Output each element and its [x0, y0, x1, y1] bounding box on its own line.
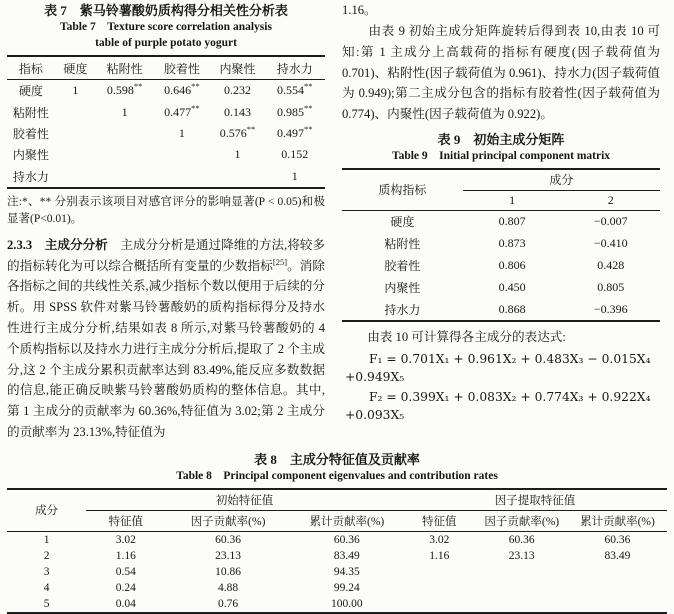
- formula-f2: [342, 388, 660, 424]
- value-cell: 0.450: [498, 279, 526, 294]
- row-label-cell: 4: [43, 581, 50, 594]
- significance-stars: **: [246, 123, 256, 134]
- value-cell: 0.806: [498, 257, 526, 272]
- table-row: [7, 166, 325, 188]
- column-header: 指标: [7, 56, 55, 80]
- value-cell: 1: [121, 104, 128, 119]
- table8-section: [7, 451, 667, 614]
- table8-title-cn: 表 8 主成分特征值及贡献率: [254, 451, 420, 467]
- section-heading: 2.3.3 主成分分析: [7, 237, 108, 252]
- value-cell: 60.36: [215, 533, 241, 546]
- table7-title-en-line2: table of purple potato yogurt: [95, 37, 237, 49]
- value-cell: 1: [291, 168, 298, 183]
- value-cell: 0.805: [597, 279, 625, 294]
- value-cell: [96, 166, 153, 188]
- formula-f1-line2: +0.949X₅: [345, 369, 405, 384]
- table7-header-row: [7, 56, 325, 80]
- column-header: 2: [561, 190, 660, 210]
- value-cell: 0.76: [218, 597, 239, 610]
- value-cell: [476, 596, 568, 613]
- table-row: [342, 276, 660, 298]
- value-cell: 0.646**: [164, 81, 200, 98]
- table9-group-header-row: [342, 169, 660, 191]
- value-cell: 60.36: [333, 533, 360, 546]
- row-label-cell: 内聚性: [12, 148, 49, 163]
- value-cell: 1.16: [115, 549, 136, 562]
- value-cell: [153, 144, 210, 165]
- table8-eigenvalues-table: [7, 488, 667, 614]
- significance-stars: **: [304, 81, 313, 92]
- value-cell: 0.232: [224, 83, 251, 98]
- significance-stars: **: [133, 81, 143, 92]
- formula-f2-line1: F₂ = 0.399X₁ + 0.083X₂ + 0.774X₃ + 0.922X₄: [369, 389, 651, 404]
- table-row: [7, 596, 667, 613]
- row-label-cell: 持水力: [384, 302, 421, 317]
- extracted-eigenvalue-group-header: 因子提取特征值: [403, 489, 667, 511]
- column-header: 累计贡献率(%): [291, 510, 403, 531]
- value-cell: 83.49: [333, 549, 360, 562]
- value-cell: 4.88: [218, 581, 239, 594]
- row-label-cell: 硬度: [18, 84, 43, 99]
- value-cell: 0.554**: [277, 81, 313, 98]
- value-cell: [403, 596, 476, 613]
- citation-reference: [25]: [272, 256, 288, 267]
- table-row: [7, 144, 325, 165]
- table-row: [342, 255, 660, 277]
- value-cell: 0.985**: [277, 102, 313, 119]
- table7-title-cn: 表 7 紫马铃薯酸奶质构得分相关性分析表: [44, 3, 288, 18]
- table9-component-matrix: [342, 168, 660, 322]
- value-cell: 3.02: [115, 533, 136, 546]
- value-cell: 1: [72, 83, 79, 98]
- row-header-label: 质构指标: [342, 169, 463, 211]
- value-cell: 0.24: [115, 581, 136, 594]
- value-cell: 0.152: [281, 147, 309, 162]
- table9-title-cn: 表 9 初始主成分矩阵: [437, 131, 565, 147]
- value-cell: 0.497**: [277, 123, 313, 140]
- value-cell: [210, 166, 264, 188]
- component-group-header: 成分: [463, 169, 660, 191]
- value-cell: 0.143: [224, 104, 251, 119]
- table7-body: [7, 80, 325, 188]
- table8-title-en: Table 8 Principal component eigenvalues and contribution rates: [176, 469, 498, 482]
- column-header: 内聚性: [210, 56, 264, 80]
- table8-subheader-row: [7, 510, 667, 531]
- table7-note: 注:*、** 分别表示该项目对感官评分的影响显著(P < 0.05)和极显著(P<0.01)。: [7, 195, 325, 226]
- table7-title-block: [7, 2, 325, 51]
- column-header: 粘附性: [96, 56, 153, 80]
- table-row: [7, 123, 325, 144]
- table-row: [7, 80, 325, 102]
- value-cell: 0.477**: [164, 102, 200, 119]
- row-label-cell: 3: [43, 565, 50, 578]
- value-cell: [403, 564, 476, 580]
- value-cell: 23.13: [215, 549, 241, 562]
- continued-sentence: 1.16。: [342, 3, 377, 17]
- value-cell: 0.598**: [106, 81, 143, 98]
- formula-f2-line2: +0.093X₅: [345, 407, 405, 422]
- column-header: 持水力: [265, 56, 325, 80]
- value-cell: 0.873: [498, 236, 526, 251]
- value-cell: 0.868: [498, 301, 526, 316]
- row-label-cell: 持水力: [12, 169, 49, 184]
- value-cell: 83.49: [604, 549, 631, 562]
- table-row: [342, 210, 660, 232]
- table-row: [7, 580, 667, 596]
- value-cell: −0.396: [593, 301, 628, 316]
- column-header: 累计贡献率(%): [568, 510, 667, 531]
- formula-f1-line1: F₁ = 0.701X₁ + 0.961X₂ + 0.483X₃ − 0.015X₄: [369, 351, 651, 366]
- table-row: [7, 548, 667, 564]
- formula-f1: [342, 350, 660, 386]
- column-header: 特征值: [86, 510, 165, 531]
- left-column: [7, 2, 325, 443]
- value-cell: [568, 596, 667, 613]
- value-cell: 1.16: [429, 549, 450, 562]
- column-header: 因子贡献率(%): [476, 510, 568, 531]
- value-cell: −0.007: [593, 214, 628, 229]
- value-cell: 1: [178, 125, 185, 140]
- column-header: 硬度: [55, 56, 96, 80]
- row-label-cell: 粘附性: [12, 105, 49, 120]
- significance-stars: **: [304, 102, 313, 113]
- table9-title-block: [342, 131, 660, 164]
- value-cell: 1: [234, 147, 241, 162]
- significance-stars: **: [304, 123, 313, 134]
- section-body-text: 。消除各指标之间的共线性关系,减少指标个数以便用于后续的分析。用 SPSS 软件对紫马铃薯酸奶的质构指标得分及持水性进行主成分分析,结果如表 8 所示,对紫马铃薯酸奶的 4 个质构指标以及持水力进行主成分分析后,提取了 2 个主成分,这 2 个主成分累积贡献率达到 83.49%,能反应多数数据的信息,能正确反映紫马铃薯酸奶质构的整体信息。其中,第 1 主成分的贡献率为 60.36%,特征值为 3.02;第 2 主成分的贡献率为 23.13%,特征值为: [7, 258, 326, 440]
- table7-correlation-table: [7, 55, 325, 189]
- value-cell: 0.576**: [219, 123, 256, 140]
- table9-discussion-paragraph: 由表 9 初始主成分矩阵旋转后得到表 10,由表 10 可知:第 1 主成分上高载荷的指标有硬度(因子载荷值为 0.701)、粘附性(因子载荷值为 0.961)、持水力(因子载荷值为 0.949);第二主成分包含的指标有胶着性(因子载荷值为 0.774)、内聚性(因子载荷值为 0.922)。: [342, 24, 660, 122]
- value-cell: [55, 166, 96, 188]
- value-cell: 3.02: [429, 533, 450, 546]
- value-cell: 10.86: [215, 565, 241, 578]
- component-column-header: 成分: [7, 489, 86, 532]
- value-cell: [153, 166, 210, 188]
- section-2-3-3-paragraph: [7, 235, 325, 443]
- value-cell: [568, 564, 667, 580]
- column-header: 因子贡献率(%): [165, 510, 290, 531]
- value-cell: [476, 580, 568, 596]
- value-cell: [96, 144, 153, 165]
- row-label-cell: 5: [43, 597, 50, 610]
- value-cell: 94.35: [333, 565, 360, 578]
- table7-title-en-line1: Table 7 Texture score correlation analysis: [60, 21, 272, 33]
- initial-eigenvalue-group-header: 初始特征值: [86, 489, 403, 511]
- value-cell: 99.24: [333, 581, 360, 594]
- value-cell: [476, 564, 568, 580]
- value-cell: [403, 580, 476, 596]
- table9-title-en: Table 9 Initial principal component matrix: [391, 149, 611, 162]
- table9-body: [342, 210, 660, 320]
- column-header: 胶着性: [153, 56, 210, 80]
- two-column-layout: [7, 2, 667, 443]
- value-cell: 0.807: [498, 214, 526, 229]
- column-header: 特征值: [403, 510, 476, 531]
- value-cell: [96, 123, 153, 144]
- expressions-intro-paragraph: 由表 10 可计算得各主成分的表达式:: [342, 329, 566, 344]
- value-cell: 0.04: [115, 597, 136, 610]
- value-cell: 100.00: [331, 597, 363, 610]
- table8-body: [7, 531, 667, 613]
- table8-group-header-row: [7, 489, 667, 511]
- value-cell: [55, 123, 96, 144]
- value-cell: 60.36: [508, 533, 535, 546]
- value-cell: 0.54: [115, 565, 136, 578]
- value-cell: −0.410: [593, 236, 628, 251]
- table-row: [7, 531, 667, 548]
- table-row: [7, 564, 667, 580]
- value-cell: 60.36: [604, 533, 631, 546]
- table-row: [7, 101, 325, 122]
- row-label-cell: 胶着性: [12, 126, 49, 141]
- row-label-cell: 1: [43, 533, 50, 546]
- row-label-cell: 硬度: [390, 215, 415, 230]
- significance-stars: **: [191, 102, 200, 113]
- row-label-cell: 粘附性: [384, 237, 421, 252]
- row-label-cell: 内聚性: [384, 280, 421, 295]
- significance-stars: **: [191, 81, 200, 92]
- table-row: [342, 233, 660, 255]
- value-cell: [55, 144, 96, 165]
- value-cell: [55, 101, 96, 122]
- value-cell: 0.428: [597, 257, 625, 272]
- value-cell: [568, 580, 667, 596]
- right-column: [342, 2, 660, 443]
- row-label-cell: 2: [43, 549, 50, 562]
- row-label-cell: 胶着性: [384, 258, 421, 273]
- value-cell: 23.13: [508, 549, 535, 562]
- table-row: [342, 298, 660, 321]
- column-header: 1: [463, 190, 562, 210]
- section-body-text: 主成分分析是通过降维的方法,将较多的指标转化为可以综合概括所有变量的少数指标: [7, 237, 325, 273]
